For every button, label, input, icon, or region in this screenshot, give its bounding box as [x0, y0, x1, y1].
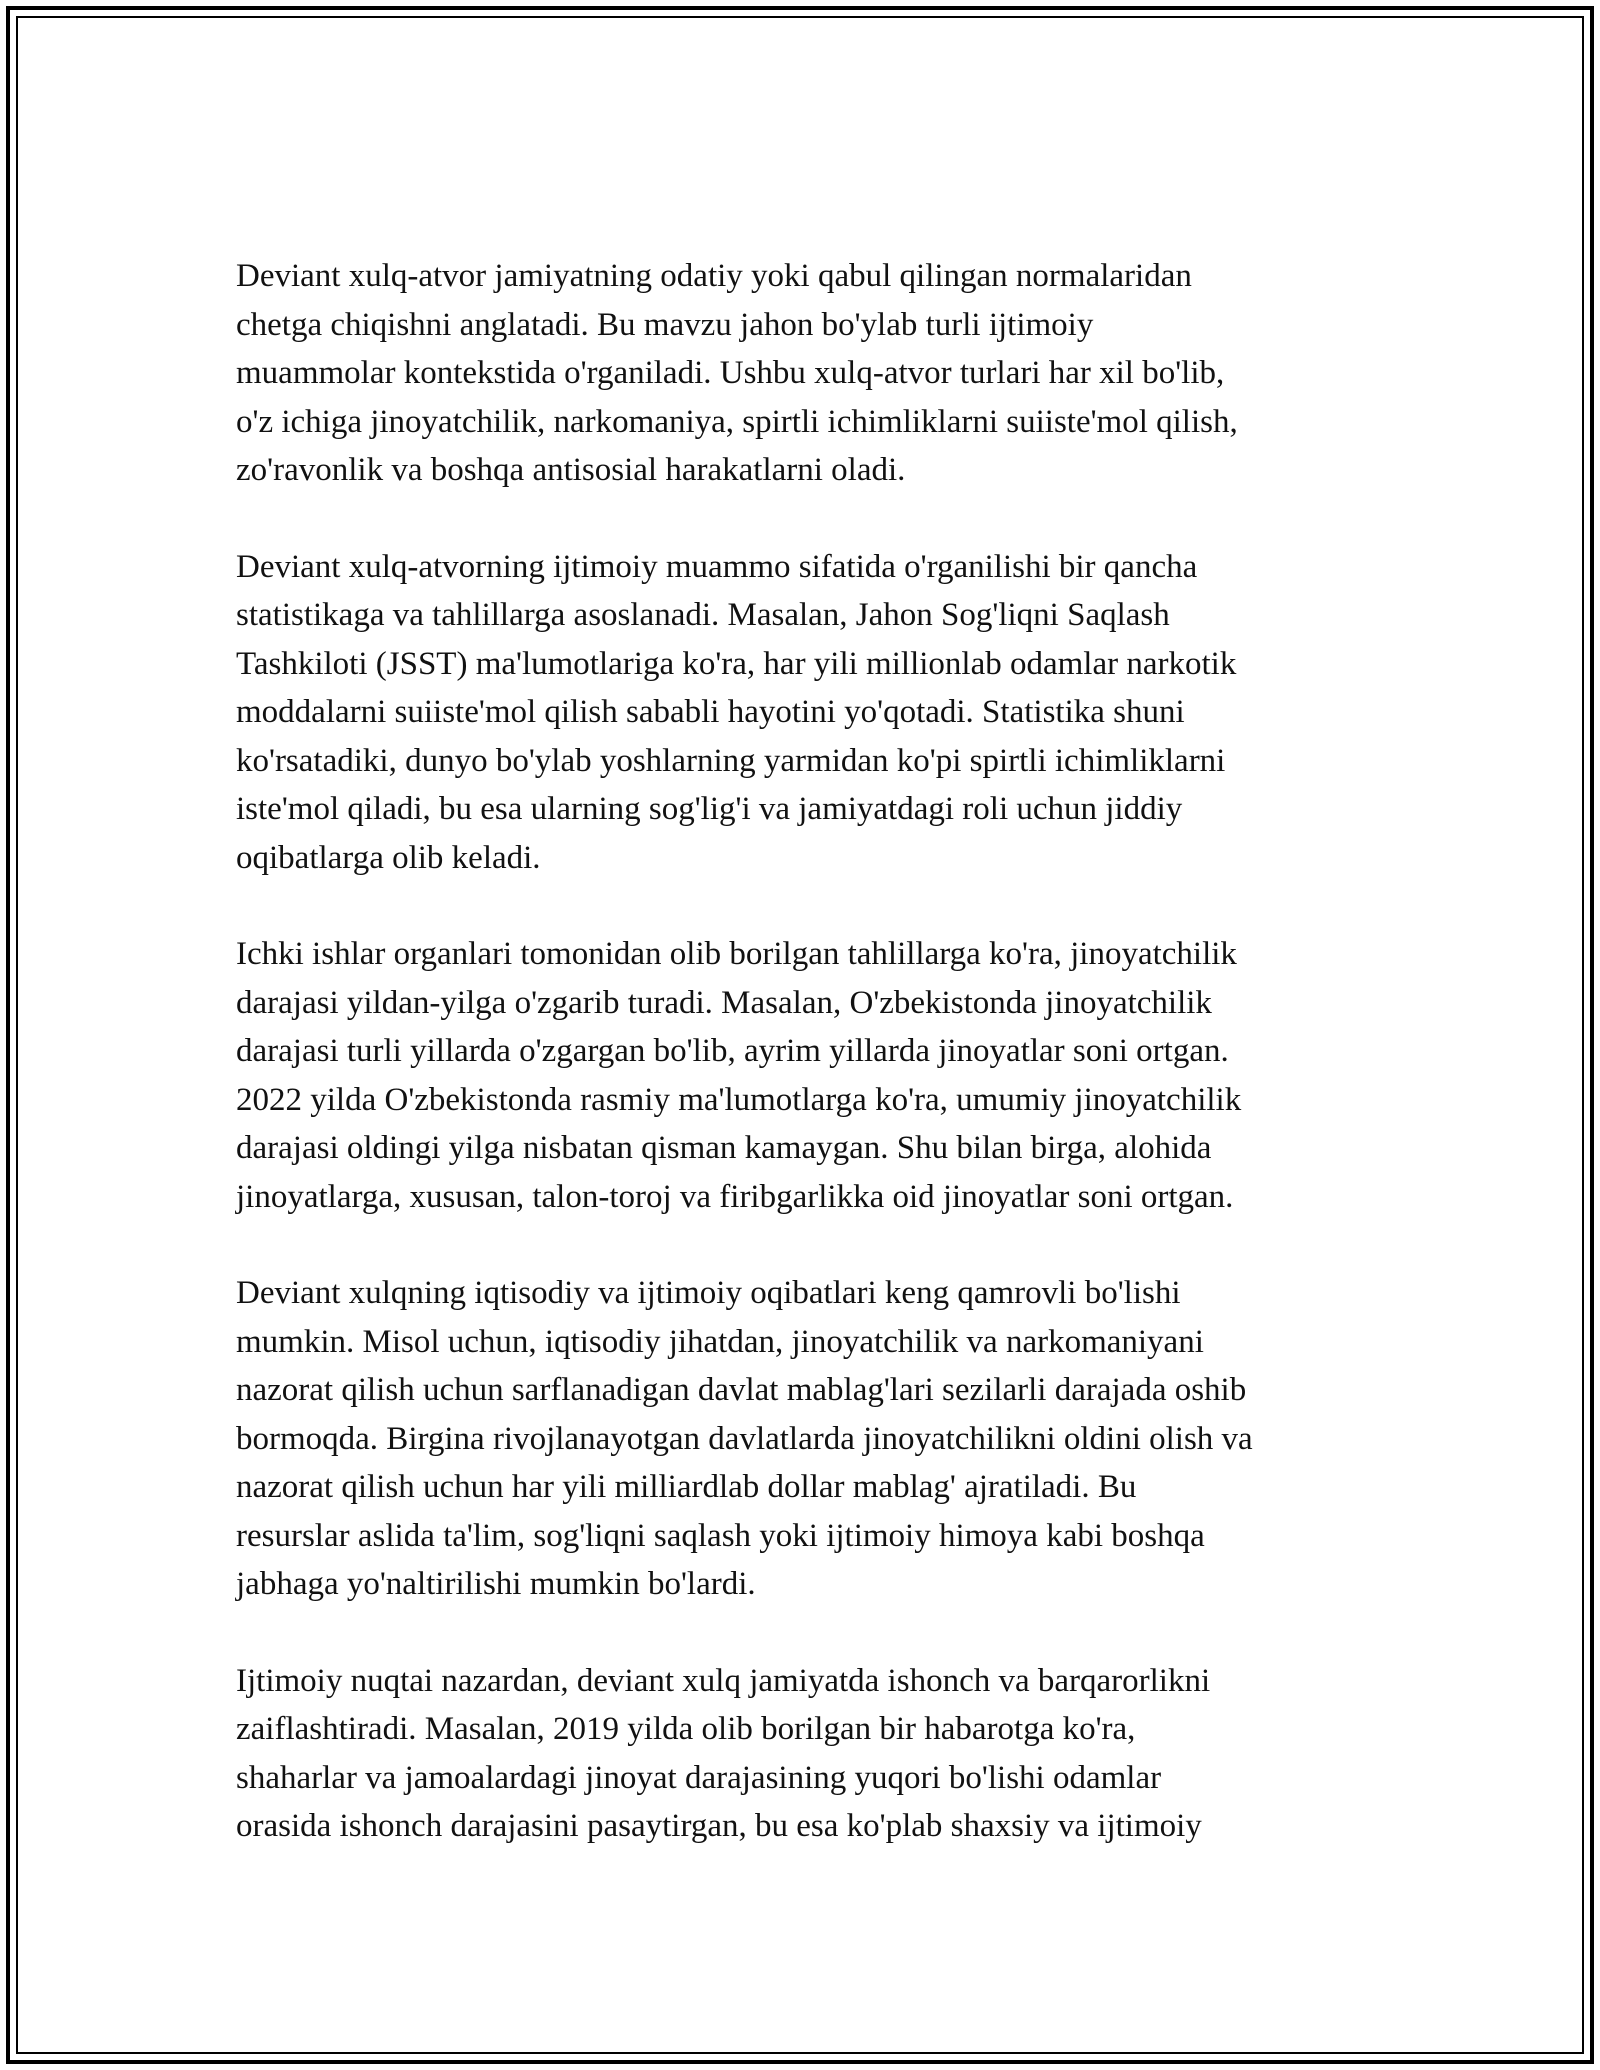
paragraph-crime-rate-analysis: Ichki ishlar organlari tomonidan olib borilgan tahlillarga ko'ra, jinoyatchilik darajasi yildan-yilga o'zgarib turadi. Masalan, O'zbekistonda jinoyatchilik darajasi turli yillarda o'zgargan bo'lib, ayrim yillarda jinoyatlar soni ortgan. 2022 yilda O'zbekistonda rasmiy ma'lumotlarga ko'ra, umumiy jinoyatchilik darajasi oldingi yilga nisbatan qisman kamaygan. Shu bilan birga, alohida jinoyatlarga, xususan, talon-toroj va firibgarlikka oid jinoyatlar soni ortgan. [236, 936, 1242, 1215]
document-body [236, 252, 1366, 1899]
paragraph-social-problem-statistics: Deviant xulq-atvorning ijtimoiy muammo sifatida o'rganilishi bir qancha statistikaga va tahlillarga asoslanadi. Masalan, Jahon Sog'liqni Saqlash Tashkiloti (JSST) ma'lumotlariga ko'ra, har yili millionlab odamlar narkotik moddalarni suiiste'mol qilish sababli hayotini yo'qotadi. Statistika shuni ko'rsatadiki, dunyo bo'ylab yoshlarning yarmidan ko'pi spirtli ichimliklarni iste'mol qiladi, bu esa ularning sog'lig'i va jamiyatdagi roli uchun jiddiy oqibatlarga olib keladi. [236, 548, 1237, 876]
paragraph-social-trust: Ijtimoiy nuqtai nazardan, deviant xulq jamiyatda ishonch va barqarorlikni zaiflashtiradi. Masalan, 2019 yilda olib borilgan bir habarotga ko'ra, shaharlar va jamoalardagi jinoyat darajasining yuqori bo'lishi odamlar orasida ishonch darajasini pasaytirgan, bu esa ko'plab shaxsiy va ijtimoiy [236, 1662, 1211, 1844]
paragraph-economic-consequences: Deviant xulqning iqtisodiy va ijtimoiy oqibatlari keng qamrovli bo'lishi mumkin. Misol uchun, iqtisodiy jihatdan, jinoyatchilik va narkomaniyani nazorat qilish uchun sarflanadigan davlat mablag'lari sezilarli darajada oshib bormoqda. Birgina rivojlanayotgan davlatlarda jinoyatchilikni oldini olish va nazorat qilish uchun har yili milliardlab dollar mablag' ajratiladi. Bu resurslar aslida ta'lim, sog'liqni saqlash yoki ijtimoiy himoya kabi boshqa jabhaga yo'naltirilishi mumkin bo'lardi. [236, 1275, 1253, 1602]
paragraph-deviant-definition: Deviant xulq-atvor jamiyatning odatiy yoki qabul qilingan normalaridan chetga chiqishni anglatadi. Bu mavzu jahon bo'ylab turli ijtimoiy muammolar kontekstida o'rganiladi. Ushbu xulq-atvor turlari har xil bo'lib, o'z ichiga jinoyatchilik, narkomaniya, spirtli ichimliklarni suiiste'mol qilish, zo'ravonlik va boshqa antisosial harakatlarni oladi. [236, 258, 1238, 488]
